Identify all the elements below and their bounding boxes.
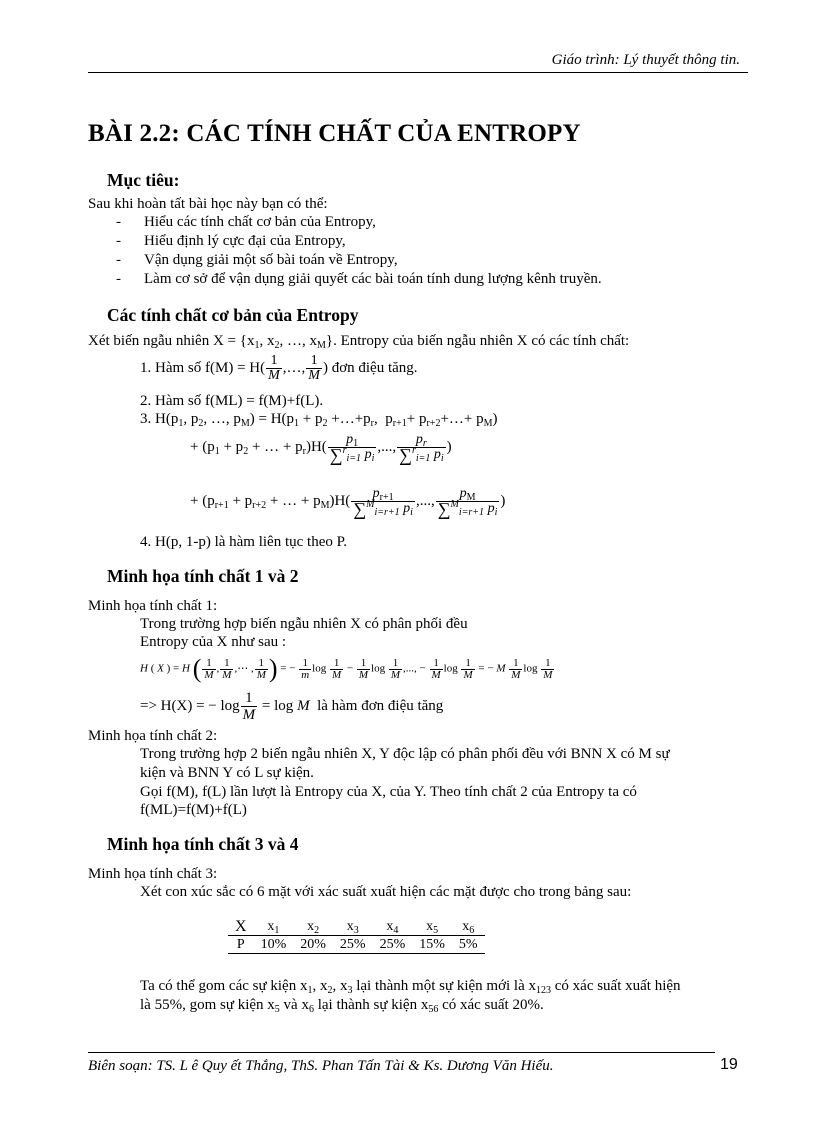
illus2-line: kiện và BNN Y có L sự kiện. [140, 765, 314, 781]
entropy-uniform-formula: H ( X ) = H ( $\frac{1}{M}$ , $\frac{1}{M}$ ,⋯ , $\frac{1}{M}$ ) = − $\frac{1}{m}$ log $\frac{1}{M}$ − $\frac{1}{M}$ log $\frac{1}{M}$ ,..., − $\frac{1}{M}$ log $\frac{1}{M}$ = − M $\frac{1}{M}$ log $\frac{1}{M}$ [140, 654, 553, 683]
property-2: 2. Hàm số f(ML) = f(M)+f(L). [140, 393, 324, 409]
footer-authors: Biên soạn: TS. L ê Quy ết Thắng, ThS. Phan Tấn Tài & Ks. Dương Văn Hiếu. [88, 1058, 554, 1074]
property-4: 4. H(p, 1-p) là hàm liên tục theo P. [140, 534, 348, 550]
illus3-line: Xét con xúc sắc có 6 mặt với xác suất xuất hiện các mặt được cho trong bảng sau: [140, 884, 632, 900]
prob-cell: 25% [373, 936, 413, 954]
objectives-intro: Sau khi hoàn tất bài học này bạn có thể: [88, 196, 328, 212]
illus3-paragraph: là 55%, gom sự kiện $x_5$ và $x_6$ lại thành sự kiện $x_{56}$ có xác suất 20%. [140, 997, 544, 1015]
objective-item: - Hiểu các tính chất cơ bản của Entropy, [116, 214, 376, 230]
illus3-label: Minh họa tính chất 3: [88, 866, 218, 882]
illus2-line: Trong trường hợp 2 biến ngẫu nhiên X, Y độc lập có phân phối đều với BNN X có M sự [140, 746, 670, 762]
properties-intro: Xét biến ngẫu nhiên $X = \{x_1$, $x_2$, …, $x_M$}. Entropy của biến ngẫu nhiên X có các tính chất: [88, 333, 630, 351]
illus1-line: Trong trường hợp biến ngẫu nhiên X có phân phối đều [140, 616, 468, 632]
prob-cell: 10% [254, 936, 294, 954]
illus1-line: Entropy của X như sau : [140, 634, 287, 650]
entropy-result: => H(X) = − log $\frac{1}{M}$ = log M là hàm đơn điệu tăng [140, 690, 444, 723]
event-cell: $x_3$ [333, 918, 373, 936]
illus2-label: Minh họa tính chất 2: [88, 728, 218, 744]
property-3: 3. $H(p_1$, $p_2$, …, $p_M) = H(p_1 + p_2$ $+\dots+p_r$, $p_{r+1}+$ $p_{r+2}+\dots+ p_M$) [140, 411, 498, 429]
illus34-heading: Minh họa tính chất 3 và 4 [107, 834, 299, 854]
event-cell: $x_6$ [452, 918, 485, 936]
illus1-label: Minh họa tính chất 1: [88, 598, 218, 614]
event-cell: $x_4$ [373, 918, 413, 936]
footer-rule [88, 1052, 715, 1053]
prob-cell: 20% [293, 936, 333, 954]
event-cell: $x_2$ [293, 918, 333, 936]
illus12-heading: Minh họa tính chất 1 và 2 [107, 566, 299, 586]
table-row-label: P [228, 936, 254, 954]
dice-probability-table [228, 918, 485, 954]
illus2-line: f(ML)=f(M)+f(L) [140, 802, 247, 818]
illus3-paragraph: Ta có thể gom các sự kiện $x_1$, $x_2$, $x_3$ lại thành một sự kiện mới là $x_{123}$ có xác suất xuất hiện [140, 978, 681, 996]
objective-item: - Làm cơ sở để vận dụng giải quyết các bài toán tính dung lượng kênh truyền. [116, 271, 602, 287]
property-1: 1. Hàm số f(M) = H( $\frac{1}{M}$ ,…, $\frac{1}{M}$ ) đơn điệu tăng. [140, 353, 418, 383]
table-row-label: X [228, 918, 254, 936]
illus2-line: Gọi f(M), f(L) lần lượt là Entropy của X, của Y. Theo tính chất 2 của Entropy ta có [140, 784, 637, 800]
objective-item: - Vận dụng giải một số bài toán về Entropy, [116, 252, 398, 268]
event-cell: $x_1$ [254, 918, 294, 936]
property-3-term-1: + ($p_1 + p_2$ + … + $p_r)H$( $\frac{p_1}{\sum^r_{i=1} p_i}$ ,..., $\frac{p_r}{\sum^r_{i=1} p_i}$ ) [190, 432, 452, 465]
lesson-title: BÀI 2.2: CÁC TÍNH CHẤT CỦA ENTROPY [88, 120, 581, 147]
header-rule [88, 72, 748, 73]
page-number: 19 [720, 1056, 738, 1073]
objective-item: - Hiểu định lý cực đại của Entropy, [116, 233, 346, 249]
prob-cell: 15% [412, 936, 452, 954]
prob-cell: 5% [452, 936, 485, 954]
running-header: Giáo trình: Lý thuyết thông tin. [551, 52, 740, 68]
prob-cell: 25% [333, 936, 373, 954]
event-cell: $x_5$ [412, 918, 452, 936]
objectives-heading: Mục tiêu: [107, 170, 180, 190]
property-3-term-2: + ($p_{r+1} + p_{r+2}$ + … + $p_M)H$( $\frac{p_{r+1}}{\sum^M_{i=r+1} p_i}$ ,..., $\frac{p_M}{\sum^M_{i=r+1} p_i}$ ) [190, 486, 506, 519]
properties-heading: Các tính chất cơ bản của Entropy [107, 305, 359, 325]
